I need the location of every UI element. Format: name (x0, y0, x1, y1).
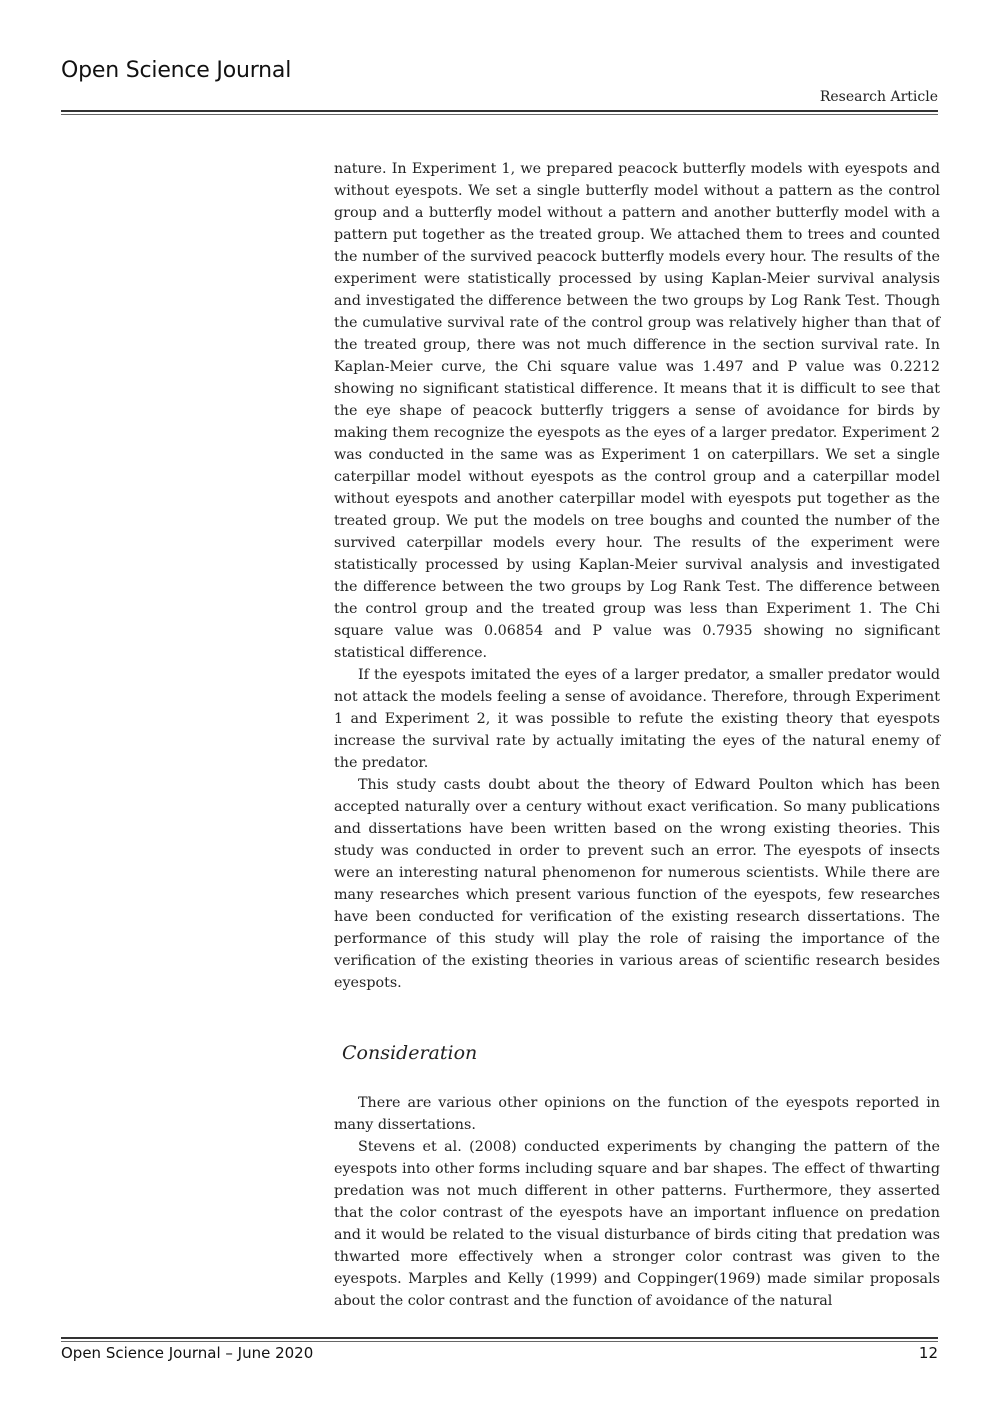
body-paragraph: nature. In Experiment 1, we prepared peacock butterfly models with eyespots and without eyespots. We set a single butterfly model without a pattern as the control group and a butterfly model without a pattern and another butterfly model with a pattern put together as the treated group. We attached them to trees and counted the number of the survived peacock butterfly models every hour. The results of the experiment were statistically processed by using Kaplan-Meier survival analysis and investigated the difference between the two groups by Log Rank Test. Though the cumulative survival rate of the control group was relatively higher than that of the treated group, there was not much difference in the section survival rate. In Kaplan-Meier curve, the Chi square value was 1.497 and P value was 0.2212 showing no significant statistical difference. It means that it is difficult to see that the eye shape of peacock butterfly triggers a sense of avoidance for birds by making them recognize the eyespots as the eyes of a larger predator. Experiment 2 was conducted in the same was as Experiment 1 on caterpillars. We set a single caterpillar model without eyespots as the control group and a caterpillar model without eyespots and another caterpillar model with eyespots put together as the treated group. We put the models on tree boughs and counted the number of the survived caterpillar models every hour. The results of the experiment were statistically processed by using Kaplan-Meier survival analysis and investigated the difference between the two groups by Log Rank Test. The difference between the control group and the treated group was less than Experiment 1. The Chi square value was 0.06854 and P value was 0.7935 showing no significant statistical difference. (334, 161, 940, 661)
article-body (334, 158, 940, 1312)
body-paragraph: This study casts doubt about the theory of Edward Poulton which has been accepted naturally over a century without exact verification. So many publications and dissertations have been written based on the wrong existing theories. This study was conducted in order to prevent such an error. The eyespots of insects were an interesting natural phenomenon for numerous scientists. While there are many researches which present various function of the eyespots, few researches have been conducted for verification of the existing research dissertations. The performance of this study will play the role of raising the importance of the verification of the existing theories in various areas of scientific research besides eyespots. (334, 777, 940, 991)
body-paragraph: Stevens et al. (2008) conducted experiments by changing the pattern of the eyespots into other forms including square and bar shapes. The effect of thwarting predation was not much different in other patterns. Furthermore, they asserted that the color contrast of the eyespots have an important influence on predation and it would be related to the visual disturbance of birds citing that predation was thwarted more effectively when a stronger color contrast was given to the eyespots. Marples and Kelly (1999) and Coppinger(1969) made similar proposals about the color contrast and the function of avoidance of the natural (334, 1139, 940, 1309)
header-rule (61, 110, 938, 115)
body-paragraph: If the eyespots imitated the eyes of a larger predator, a smaller predator would not attack the models feeling a sense of avoidance. Therefore, through Experiment 1 and Experiment 2, it was possible to refute the existing theory that eyespots increase the survival rate by actually imitating the eyes of the natural enemy of the predator. (334, 667, 940, 771)
footer-journal-date: Open Science Journal – June 2020 (61, 1344, 314, 1362)
footer-rule (61, 1337, 938, 1342)
journal-title: Open Science Journal (61, 58, 292, 83)
body-paragraph: There are various other opinions on the function of the eyespots reported in many dissertations. (334, 1095, 940, 1133)
article-type-label: Research Article (819, 89, 938, 105)
page-number: 12 (918, 1344, 938, 1362)
section-heading: Consideration (342, 1042, 478, 1064)
